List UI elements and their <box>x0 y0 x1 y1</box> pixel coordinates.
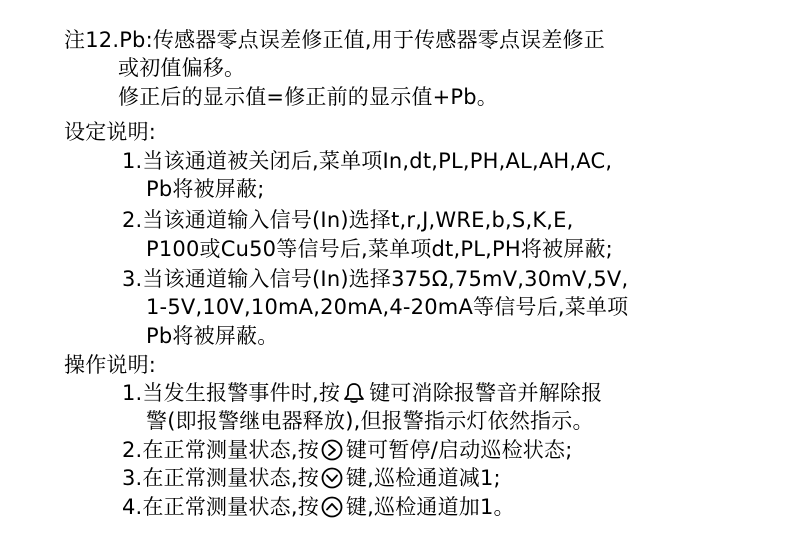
operation-item-4-text-before: 4.在正常测量状态,按 <box>122 495 319 519</box>
operation-item-4-text-after: 键,巡检通道加1。 <box>345 495 515 519</box>
operation-item-3-text-after: 键,巡检通道减1; <box>345 466 501 490</box>
settings-item-2-line-1: 2.当该通道输入信号(In)选择t,r,J,WRE,b,S,K,E, <box>122 208 574 232</box>
settings-item-3-line-2: 1-5V,10V,10mA,20mA,4-20mA等信号后,菜单项 <box>146 295 629 319</box>
up-arrow-key-icon <box>321 496 343 518</box>
operation-item-1-text-before: 1.当发生报警事件时,按 <box>122 381 341 405</box>
settings-item-2-line-2: P100或Cu50等信号后,菜单项dt,PL,PH将被屏蔽; <box>146 237 613 261</box>
settings-item-1-line-1: 1.当该通道被关闭后,菜单项In,dt,PL,PH,AL,AH,AC, <box>122 149 613 173</box>
note-12-line-1: 注12.Pb:传感器零点误差修正值,用于传感器零点误差修正 <box>64 28 605 52</box>
operation-item-1-line-1 <box>122 380 602 406</box>
settings-item-3-line-3: Pb将被屏蔽。 <box>146 324 279 348</box>
operation-heading: 操作说明: <box>64 353 157 377</box>
operation-item-2-text-after: 键可暂停/启动巡检状态; <box>345 438 573 462</box>
settings-heading: 设定说明: <box>64 120 157 144</box>
down-arrow-key-icon <box>321 467 343 489</box>
alarm-bell-icon <box>342 382 366 404</box>
operation-item-4 <box>122 494 515 520</box>
settings-item-3-line-1: 3.当该通道输入信号(In)选择375Ω,75mV,30mV,5V, <box>122 267 629 291</box>
operation-item-1-text-after: 键可消除报警音并解除报 <box>369 381 603 405</box>
right-arrow-key-icon <box>321 439 343 461</box>
operation-item-2 <box>122 437 572 463</box>
operation-item-3 <box>122 465 501 491</box>
note-12-line-2: 或初值偏移。 <box>118 56 246 80</box>
settings-item-1-line-2: Pb将被屏蔽; <box>146 177 265 201</box>
operation-item-1-line-2: 警(即报警继电器释放),但报警指示灯依然指示。 <box>146 409 594 433</box>
operation-item-3-text-before: 3.在正常测量状态,按 <box>122 466 319 490</box>
note-12-line-3: 修正后的显示值=修正前的显示值+Pb。 <box>118 85 498 109</box>
operation-item-2-text-before: 2.在正常测量状态,按 <box>122 438 319 462</box>
